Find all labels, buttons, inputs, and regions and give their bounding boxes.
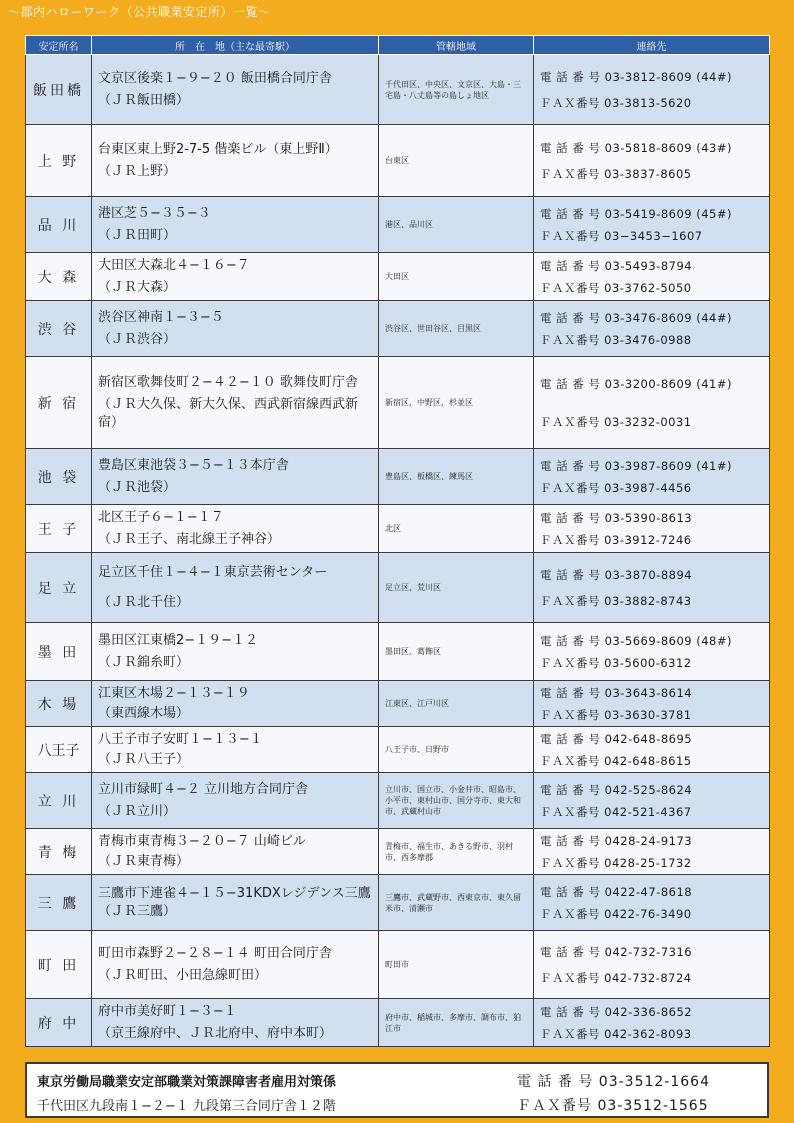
office-area: 府中市、稲城市、多摩市、調布市、狛江市 (379, 999, 534, 1047)
table-row (26, 357, 770, 449)
office-fax: ＦＡＸ番号 03-3912-7246 (540, 532, 692, 547)
office-fax: ＦＡＸ番号 03-5600-6312 (540, 655, 692, 670)
office-tel: 電 話 番 号 03-3476-8609 (44#) (540, 310, 732, 325)
office-tel: 電 話 番 号 03-5493-8794 (540, 258, 693, 273)
office-address: 渋谷区神南１−３−５ (98, 309, 224, 325)
office-station: （ＪＲ立川） (98, 803, 177, 819)
office-area: 町田市 (379, 931, 534, 999)
office-name: 町 田 (26, 931, 92, 999)
office-name: 青 梅 (26, 829, 92, 875)
office-area: 北区 (379, 505, 534, 553)
table-row (26, 931, 770, 999)
office-address-cell (92, 875, 379, 931)
table-row (26, 125, 770, 197)
header-name: 安定所名 (26, 36, 92, 55)
office-address-cell (92, 727, 379, 773)
office-address-cell (92, 931, 379, 999)
office-contact (534, 773, 770, 829)
office-contact (534, 301, 770, 357)
office-name: 王 子 (26, 505, 92, 553)
office-address-cell (92, 197, 379, 253)
office-area: 江東区、江戸川区 (379, 681, 534, 727)
office-area: 台東区 (379, 125, 534, 197)
office-address: 青梅市東青梅３−２０−７ 山崎ビル (98, 833, 306, 849)
office-station: （ＪＲ三鷹） (98, 903, 177, 919)
office-address-cell (92, 357, 379, 449)
office-address-cell (92, 301, 379, 357)
office-contact (534, 125, 770, 197)
office-name: 大 森 (26, 253, 92, 301)
office-tel: 電 話 番 号 03-5419-8609 (45#) (540, 206, 732, 221)
office-address: 北区王子６−１−１７ (98, 509, 224, 525)
office-address: 三鷹市下連雀４−１５−31KDXレジデンス三鷹 (98, 885, 371, 901)
office-station: （ＪＲ東青梅） (98, 853, 190, 869)
office-address: 港区芝５−３５−３ (98, 205, 211, 221)
office-station: （ＪＲ八王子） (98, 751, 190, 767)
office-name: 品 川 (26, 197, 92, 253)
office-name: 渋 谷 (26, 301, 92, 357)
office-contact (534, 727, 770, 773)
table-row (26, 253, 770, 301)
office-address: 立川市緑町４−２ 立川地方合同庁舎 (98, 781, 309, 797)
office-address-cell (92, 681, 379, 727)
table-row (26, 829, 770, 875)
office-fax: ＦＡＸ番号 03-3837-8605 (540, 166, 692, 181)
table-row (26, 55, 770, 125)
office-station: （東西線木場） (98, 705, 190, 721)
office-tel: 電 話 番 号 03-3643-8614 (540, 685, 693, 700)
table-row (26, 449, 770, 505)
office-contact (534, 449, 770, 505)
office-station: （ＪＲ上野） (98, 163, 177, 179)
office-name: 墨 田 (26, 623, 92, 681)
office-station: （ＪＲ町田、小田急線町田） (98, 967, 268, 983)
page-title: ～都内ハローワーク（公共職業安定所）一覧～ (8, 5, 271, 19)
table-header-row (26, 36, 770, 55)
office-address: 大田区大森北４−１６−７ (98, 257, 250, 273)
office-contact (534, 357, 770, 449)
table-row (26, 681, 770, 727)
office-contact (534, 197, 770, 253)
office-tel: 電 話 番 号 03-3812-8609 (44#) (540, 69, 732, 84)
office-address: 墨田区江東橋2−１９−１２ (98, 632, 259, 648)
office-station: （ＪＲ大森） (98, 279, 177, 295)
table-row (26, 553, 770, 623)
office-area: 青梅市、福生市、あきる野市、羽村市、西多摩郡 (379, 829, 534, 875)
office-tel: 電 話 番 号 0428-24-9173 (540, 833, 693, 848)
office-address-cell (92, 505, 379, 553)
office-fax: ＦＡＸ番号 03-3630-3781 (540, 707, 692, 722)
office-address-cell (92, 553, 379, 623)
office-address-cell (92, 449, 379, 505)
office-area: 新宿区、中野区、杉並区 (379, 357, 534, 449)
office-address: 豊島区東池袋３−５−１３本庁舎 (98, 457, 289, 473)
office-address: 足立区千住１−４−１東京芸術センター (98, 564, 328, 580)
office-contact (534, 623, 770, 681)
table-row (26, 727, 770, 773)
office-station: （ＪＲ飯田橋） (98, 92, 190, 108)
office-contact (534, 505, 770, 553)
footer-tel: 電 話 番 号 03-3512-1664 (517, 1074, 710, 1090)
office-contact (534, 553, 770, 623)
office-name: 飯田橋 (26, 55, 92, 125)
office-area: 渋谷区、世田谷区、目黒区 (379, 301, 534, 357)
office-station: （京王線府中、ＪＲ北府中、府中本町） (98, 1025, 333, 1041)
contact-footer (25, 1062, 769, 1118)
office-name: 府 中 (26, 999, 92, 1047)
office-address-cell (92, 999, 379, 1047)
office-tel: 電 話 番 号 0422-47-8618 (540, 884, 693, 899)
office-address: 町田市森野２−２８−１４ 町田合同庁舎 (98, 945, 332, 961)
office-name: 木 場 (26, 681, 92, 727)
office-tel: 電 話 番 号 042-525-8624 (540, 782, 693, 797)
office-address-cell (92, 829, 379, 875)
office-address-cell (92, 623, 379, 681)
office-tel: 電 話 番 号 03-5669-8609 (48#) (540, 633, 732, 648)
footer-organization: 東京労働局職業安定部職業対策課障害者雇用対策係 (37, 1075, 337, 1090)
office-address-cell (92, 253, 379, 301)
office-fax: ＦＡＸ番号 03-3232-0031 (540, 414, 692, 429)
office-station: （ＪＲ渋谷） (98, 331, 177, 347)
office-station: （ＪＲ錦糸町） (98, 654, 190, 670)
office-fax: ＦＡＸ番号 03−3453−1607 (540, 228, 703, 243)
office-fax: ＦＡＸ番号 03-3762-5050 (540, 280, 692, 295)
office-area: 大田区 (379, 253, 534, 301)
header-area: 管轄地域 (379, 36, 534, 55)
office-tel: 電 話 番 号 03-3200-8609 (41#) (540, 376, 732, 391)
table-row (26, 999, 770, 1047)
office-address-cell (92, 125, 379, 197)
table-row (26, 875, 770, 931)
office-station: （ＪＲ田町） (98, 227, 177, 243)
office-fax: ＦＡＸ番号 03-3882-8743 (540, 593, 692, 608)
office-address: 府中市美好町１−３−１ (98, 1003, 237, 1019)
office-tel: 電 話 番 号 03-3870-8894 (540, 567, 693, 582)
office-name: 三 鷹 (26, 875, 92, 931)
header-contact: 連絡先 (534, 36, 770, 55)
footer-address: 千代田区九段南１−２−１ 九段第三合同庁舎１２階 (37, 1099, 336, 1114)
office-area: 足立区、荒川区 (379, 553, 534, 623)
office-name: 立 川 (26, 773, 92, 829)
office-fax: ＦＡＸ番号 03-3987-4456 (540, 480, 692, 495)
office-fax: ＦＡＸ番号 042-648-8615 (540, 753, 692, 768)
office-name: 足 立 (26, 553, 92, 623)
office-area: 三鷹市、武蔵野市、西東京市、東久留米市、清瀬市 (379, 875, 534, 931)
office-tel: 電 話 番 号 03-5818-8609 (43#) (540, 140, 732, 155)
office-fax: ＦＡＸ番号 042-362-8093 (540, 1026, 692, 1041)
table-row (26, 301, 770, 357)
table-row (26, 197, 770, 253)
office-contact (534, 55, 770, 125)
office-address: 江東区木場２−１３−１９ (98, 685, 250, 701)
office-contact (534, 875, 770, 931)
office-fax: ＦＡＸ番号 03-3476-0988 (540, 332, 692, 347)
office-contact (534, 999, 770, 1047)
office-tel: 電 話 番 号 042-648-8695 (540, 731, 693, 746)
office-area: 豊島区、板橋区、練馬区 (379, 449, 534, 505)
office-name: 池 袋 (26, 449, 92, 505)
office-tel: 電 話 番 号 042-732-7316 (540, 944, 693, 959)
office-address-cell (92, 773, 379, 829)
office-name: 上 野 (26, 125, 92, 197)
table-row (26, 773, 770, 829)
office-tel: 電 話 番 号 03-3987-8609 (41#) (540, 458, 732, 473)
office-table (25, 35, 770, 1047)
office-fax: ＦＡＸ番号 042-732-8724 (540, 970, 692, 985)
office-name: 八王子 (26, 727, 92, 773)
table-row (26, 505, 770, 553)
office-fax: ＦＡＸ番号 0428-25-1732 (540, 855, 692, 870)
office-area: 立川市、国立市、小金井市、昭島市、小平市、東村山市、国分寺市、東大和市、武蔵村山市 (379, 773, 534, 829)
office-fax: ＦＡＸ番号 042-521-4367 (540, 804, 692, 819)
office-tel: 電 話 番 号 042-336-8652 (540, 1004, 693, 1019)
office-contact (534, 931, 770, 999)
office-address: 台東区東上野2-7-5 偕楽ビル（東上野Ⅱ） (98, 141, 338, 157)
office-contact (534, 253, 770, 301)
office-station: （ＪＲ北千住） (98, 594, 190, 610)
office-area: 港区、品川区 (379, 197, 534, 253)
header-address: 所 在 地（主な最寄駅） (92, 36, 379, 55)
office-station: （ＪＲ池袋） (98, 479, 177, 495)
office-name: 新 宿 (26, 357, 92, 449)
office-area: 八王子市、日野市 (379, 727, 534, 773)
office-area: 墨田区、葛飾区 (379, 623, 534, 681)
office-contact (534, 681, 770, 727)
office-address: 文京区後楽１−９−２０ 飯田橋合同庁舎 (98, 70, 332, 86)
office-fax: ＦＡＸ番号 03-3813-5620 (540, 95, 692, 110)
office-address: 八王子市子安町１−１３−１ (98, 731, 263, 747)
table-row (26, 623, 770, 681)
office-address: 新宿区歌舞伎町２−４２−１０ 歌舞伎町庁舎 (98, 374, 358, 390)
office-fax: ＦＡＸ番号 0422-76-3490 (540, 906, 692, 921)
office-station: （ＪＲ大久保、新大久保、西武新宿線西武新宿） (98, 396, 359, 430)
office-area: 千代田区、中央区、文京区、大島・三宅島・八丈島等の島しょ地区 (379, 55, 534, 125)
footer-fax: ＦＡＸ番号 03-3512-1565 (517, 1098, 709, 1114)
office-address-cell (92, 55, 379, 125)
office-station: （ＪＲ王子、南北線王子神谷） (98, 531, 281, 547)
office-contact (534, 829, 770, 875)
office-tel: 電 話 番 号 03-5390-8613 (540, 510, 693, 525)
